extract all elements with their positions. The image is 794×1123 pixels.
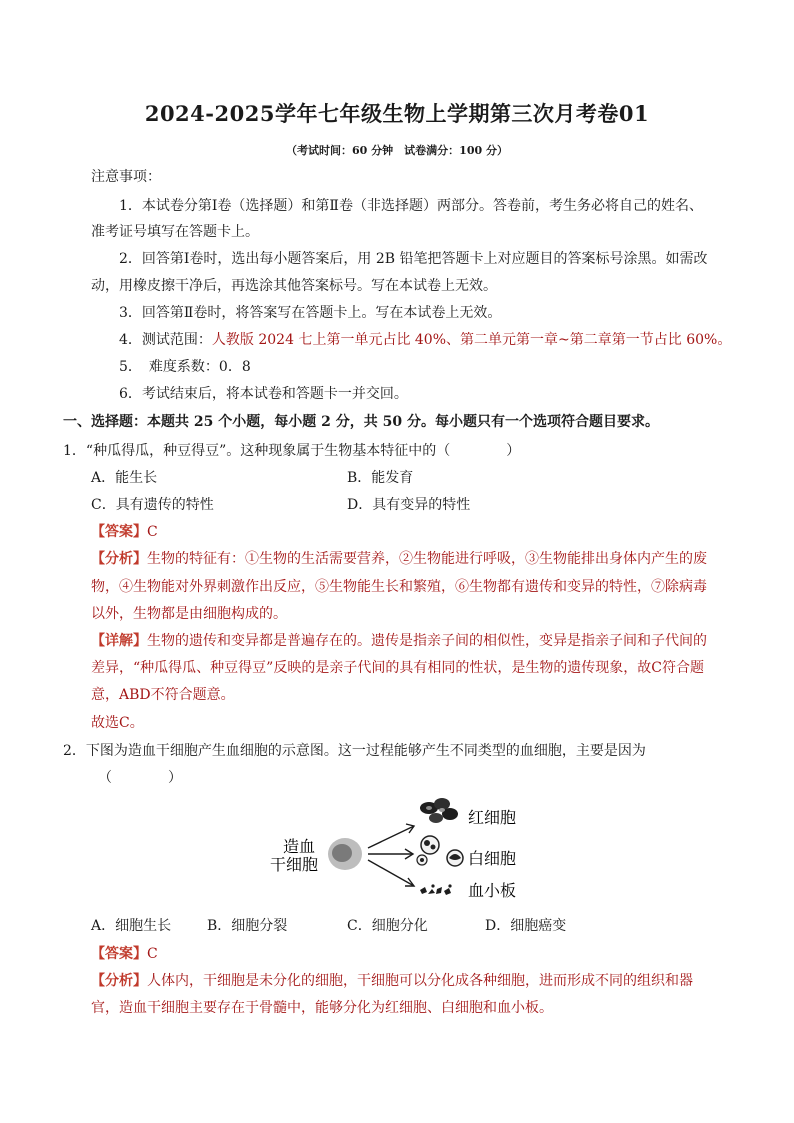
notice-item-4-label: 4．测试范围： [119, 332, 212, 348]
section-heading: 一、选择题：本题共 25 个小题，每小题 2 分，共 50 分。每小题只有一个选项符合题目要求。 [63, 414, 659, 430]
q2-stem-line-2: （ ） [98, 770, 182, 786]
q1-analysis-line-2: 物，④生物能对外界刺激作出反应，⑤生物能生长和繁殖，⑥生物都有遗传和变异的特性，⑦除病毒 [91, 579, 707, 595]
q1-detail-line-2: 差异，“种瓜得瓜、种豆得豆”反映的是亲子代间的具有相同的性状，是生物的遗传现象，故C符合题 [91, 660, 705, 676]
q1-option-d: D．具有变异的特性 [347, 497, 471, 513]
q1-answer [91, 521, 158, 543]
answer-label: 【答案】 [91, 524, 147, 540]
notice-item-1: 1．本试卷分第Ⅰ卷（选择题）和第Ⅱ卷（非选择题）两部分。答卷前，考生务必将自己的姓名、 [119, 198, 703, 214]
q1-conclusion: 故选C。 [91, 715, 144, 731]
notice-heading: 注意事项： [91, 169, 161, 185]
notice-item-5: 5． 难度系数：0．8 [119, 359, 251, 375]
q1-option-c: C．具有遗传的特性 [91, 497, 214, 513]
q1-option-b: B．能发育 [347, 470, 414, 486]
q2-option-a: A．细胞生长 [91, 918, 172, 934]
notice-item-1-cont: 准考证号填写在答题卡上。 [91, 224, 259, 240]
stem-cell-label-2: 干细胞 [269, 855, 319, 874]
stem-cell-icon [328, 838, 362, 870]
q2-option-b: B．细胞分裂 [207, 918, 288, 934]
q2-option-d: D．细胞癌变 [485, 918, 567, 934]
analysis-label: 【分析】 [91, 973, 147, 989]
notice-item-2: 2．回答第Ⅰ卷时，选出每小题答案后，用 2B 铅笔把答题卡上对应题目的答案标号涂黑。如需改 [119, 251, 708, 267]
exam-info: （考试时间：60 分钟 试卷满分：100 分） [286, 144, 508, 157]
notice-item-3: 3．回答第Ⅱ卷时，将答案写在答题卡上。写在本试卷上无效。 [119, 305, 502, 321]
q1-analysis-line-1: 【分析】生物的特征有：①生物的生活需要营养，②生物能进行呼吸，③生物能排出身体内产生的废 [91, 551, 707, 567]
answer-value: C [147, 946, 158, 962]
notice-item-6: 6．考试结束后，将本试卷和答题卡一并交回。 [119, 386, 408, 402]
q2-stem-line-1: 2．下图为造血干细胞产生血细胞的示意图。这一过程能够产生不同类型的血细胞，主要是因为 [63, 743, 646, 759]
detail-label: 【详解】 [91, 633, 147, 649]
q2-analysis-line-2: 官，造血干细胞主要存在于骨髓中，能够分化为红细胞、白细胞和血小板。 [91, 1000, 553, 1016]
q1-detail-line-1: 【详解】生物的遗传和变异都是普遍存在的。遗传是指亲子间的相似性，变异是指亲子间和子代间的 [91, 633, 707, 649]
q1-analysis-line-3: 以外，生物都是由细胞构成的。 [91, 606, 287, 622]
answer-label: 【答案】 [91, 946, 147, 962]
answer-value: C [147, 524, 158, 540]
page-title: 2024-2025学年七年级生物上学期第三次月考卷01 [144, 101, 650, 126]
stem-cell-label-1: 造血 [282, 837, 316, 856]
arrows [368, 824, 414, 886]
test-scope: 人教版 2024 七上第一单元占比 40%、第二单元第一章~第二章第一节占比 60%。 [211, 332, 732, 348]
platelet-icon [420, 884, 452, 895]
notice-item-4 [119, 329, 731, 351]
red-blood-cell-icon [420, 798, 458, 823]
q1-detail-line-3: 意，ABD不符合题意。 [91, 687, 235, 703]
notice-item-2-cont: 动，用橡皮擦干净后，再选涂其他答案标号。写在本试卷上无效。 [91, 278, 497, 294]
q2-analysis-line-1: 【分析】人体内，干细胞是未分化的细胞，干细胞可以分化成各种细胞，进而形成不同的组织和器 [91, 973, 693, 989]
q1-option-a: A．能生长 [91, 470, 158, 486]
white-blood-cell-label: 白细胞 [468, 849, 517, 868]
red-blood-cell-label: 红细胞 [468, 808, 517, 827]
stem-cell-diagram [262, 790, 542, 910]
q2-option-c: C．细胞分化 [347, 918, 428, 934]
q1-stem: 1．“种瓜得瓜，种豆得豆”。这种现象属于生物基本特征中的（ ） [63, 443, 521, 459]
analysis-label: 【分析】 [91, 551, 147, 567]
white-blood-cell-icon [417, 836, 463, 866]
platelet-label: 血小板 [468, 881, 517, 900]
q2-answer [91, 943, 158, 965]
